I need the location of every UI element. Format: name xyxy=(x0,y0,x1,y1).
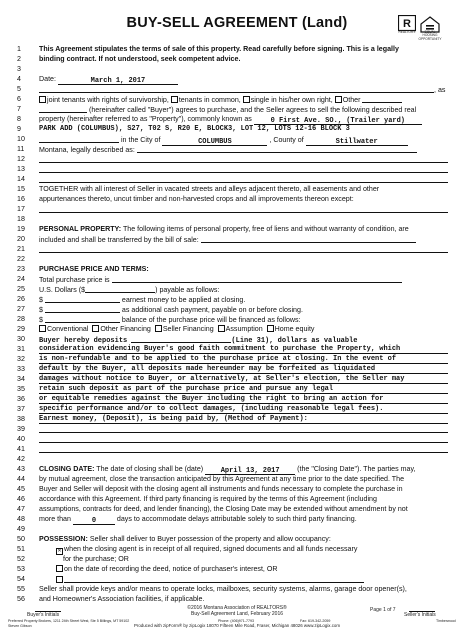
line-51: 51 ✕ when the closing agent is in receipt of all required, signed documents and all funds necessary xyxy=(17,545,358,554)
line-24: 24 Total purchase price is xyxy=(0,274,474,285)
line-52: 52 for the purchase; OR xyxy=(17,555,129,563)
section-heading: CLOSING DATE: xyxy=(39,465,95,473)
document-header xyxy=(0,12,474,41)
conventional-checkbox[interactable] xyxy=(39,325,46,332)
copyright: ©2016 Montana Association of REALTORS® xyxy=(187,605,287,611)
other-tenancy-checkbox[interactable] xyxy=(335,96,342,103)
closing-date-field[interactable]: April 13, 2017 xyxy=(205,466,295,475)
line-30: 30 Buyer hereby deposits (Line 31), dollars as valuable xyxy=(17,335,358,345)
home-equity-checkbox[interactable] xyxy=(267,325,274,332)
line-39: 39 xyxy=(0,424,474,435)
additional-cash-field[interactable] xyxy=(45,304,120,313)
earnest-money-field[interactable] xyxy=(45,294,120,303)
buyer-extra-field[interactable] xyxy=(39,104,87,113)
legal-description-field[interactable] xyxy=(137,144,417,153)
sellers-initials-label: Seller's Initials xyxy=(404,612,436,618)
blank-line[interactable] xyxy=(39,252,448,253)
county-field[interactable]: Stillwater xyxy=(306,137,408,146)
line-54: 54 xyxy=(0,574,474,585)
line-2: 2 binding contract. If not understood, seek competent advice. xyxy=(17,55,241,63)
line-1: 1 This Agreement stipulates the terms of sale of this property. Read carefully before signing. This is a legally xyxy=(17,45,399,53)
line-11: 11 Montana, legally described as: xyxy=(0,144,474,155)
blank-line[interactable] xyxy=(39,162,448,163)
balance-field[interactable] xyxy=(45,314,120,323)
line-5: 5 , as xyxy=(17,85,446,94)
other-financing-checkbox[interactable] xyxy=(92,325,99,332)
line-10: 10 in the City of COLUMBUS , County of Stillwater xyxy=(0,134,474,145)
broker-info: Preferred Property Brokers, 1211 24th Street West, Ste 5 Billings, MT 59102 xyxy=(8,619,130,623)
joint-tenants-checkbox[interactable] xyxy=(39,96,46,103)
line-42: 42 xyxy=(17,455,25,463)
form-name: Buy-Sell Agreement Land, February 2016 xyxy=(191,611,283,617)
line-15: 15 TOGETHER with all interest of Seller in vacated streets and alleys adjacent thereto, all easements and other xyxy=(17,185,380,193)
line-55: 55 Seller shall provide keys and/or means to operate locks, mailboxes, security systems, alarms, garage door opener(s), xyxy=(17,585,407,593)
line-22: 22 xyxy=(17,255,25,263)
line-32: 32 is non-refundable and to be applied to the purchase price at closing. In the event of xyxy=(0,354,474,365)
line-50: 50 POSSESSION: Seller shall deliver to Buyer possession of the property and allow occupancy: xyxy=(17,535,331,543)
tenants-in-common-checkbox[interactable] xyxy=(171,96,178,103)
line-7: 7 (hereinafter called "Buyer") agrees to purchase, and the Seller agrees to sell the following described real xyxy=(17,105,417,114)
document-title: BUY-SELL AGREEMENT (Land) xyxy=(126,15,348,31)
city-prefix-field[interactable] xyxy=(39,134,119,143)
possession-other-field[interactable] xyxy=(64,574,364,583)
line-4: 4 Date: March 1, 2017 xyxy=(0,74,474,85)
section-heading: PURCHASE PRICE AND TERMS: xyxy=(39,265,149,273)
blank-line[interactable] xyxy=(39,212,448,213)
realtor-caption: REALTOR® xyxy=(398,30,416,34)
possession-other-checkbox[interactable] xyxy=(56,576,63,583)
page-number: Page 1 of 7 xyxy=(370,607,396,613)
blank-line[interactable] xyxy=(39,452,448,453)
section-heading: PERSONAL PROPERTY: xyxy=(39,225,122,233)
line-25: 25 U.S. Dollars ($ ) payable as follows: xyxy=(17,285,220,294)
blank-line[interactable] xyxy=(39,172,448,173)
other-tenancy-field[interactable] xyxy=(362,94,402,103)
fax-info: Fax: 619-342-2059 xyxy=(300,619,331,623)
line-38: 38 Earnest money, (Deposit), is being paid by, (Method of Payment): xyxy=(0,414,474,425)
line-19: 19 PERSONAL PROPERTY: The following items of personal property, free of liens and without warranty of condition, are xyxy=(17,225,409,233)
seller-financing-checkbox[interactable] xyxy=(155,325,162,332)
city-field[interactable]: COLUMBUS xyxy=(162,137,267,146)
line-43: 43 CLOSING DATE: The date of closing shall be (date) April 13, 2017 (the "Closing Date"). The parties may, xyxy=(17,465,416,475)
line-18: 18 xyxy=(17,215,25,223)
line-37: 37 specific performance and/or to collect damages, (including reasonable legal fees). xyxy=(0,404,474,415)
usd-amount-field[interactable] xyxy=(85,284,155,293)
produced-with: Produced with zipForm® by zipLogix 18070 Fifteen Mile Road, Fraser, Michigan 48026 www.zipLogix.com xyxy=(133,623,341,628)
blank-line[interactable] xyxy=(39,182,448,183)
line-6: 6 joint tenants with rights of survivorship, tenants in common, single in his/her own right, Other xyxy=(0,94,474,105)
line-45: 45 Buyer and Seller will deposit with the closing agent all instruments and funds necessary to complete the purchase in xyxy=(17,485,403,493)
line-40: 40 xyxy=(0,434,474,445)
eho-caption: EQUAL HOUSING OPPORTUNITY xyxy=(418,30,442,41)
line-16: 16 appurtenances thereto, uncut timber and non-harvested crops and all improvements thereon except: xyxy=(17,195,354,203)
buyers-initials-box[interactable] xyxy=(35,605,61,612)
section-heading: POSSESSION: xyxy=(39,535,88,543)
property-description-field[interactable]: PARK ADD (COLUMBUS), S27, T02 S, R20 E, BLOCK3, LOT 12, LOTS 12-16 BLOCK 3 xyxy=(39,125,350,133)
line-46: 46 accordance with this Agreement. If third party financing is required by the terms of this Agreement (including xyxy=(17,495,377,503)
line-27: 27 $ as additional cash payment, payable on or before closing. xyxy=(17,305,303,314)
line-53: 53 on the date of recording the deed, notice of purchaser's interest, OR xyxy=(17,565,278,573)
possession-closing-checkbox[interactable]: ✕ xyxy=(57,547,62,554)
agent-name: Steven Gibson xyxy=(8,624,32,628)
fax-label: Timberwood xyxy=(436,619,456,623)
buyer-name-field[interactable] xyxy=(39,84,434,93)
buyers-initials-label: Buyer's Initials xyxy=(27,612,60,618)
line-35: 35 retain such deposit as part of the purchase price and pursue any legal xyxy=(0,384,474,395)
line-21: 21 xyxy=(0,244,474,255)
svg-text:R: R xyxy=(403,18,411,30)
line-17: 17 xyxy=(0,204,474,215)
sellers-initials-box[interactable] xyxy=(409,605,435,612)
property-address-field[interactable]: 0 First Ave. SO., (Trailer yard) xyxy=(254,116,422,125)
single-checkbox[interactable] xyxy=(243,96,250,103)
line-13: 13 xyxy=(0,164,474,175)
line-48: 48 more than 0 days to accommodate delays attributable solely to such third party financing. xyxy=(17,515,357,525)
line-9: 9 PARK ADD (COLUMBUS), S27, T02 S, R20 E, BLOCK3, LOT 12, LOTS 12-16 BLOCK 3 xyxy=(0,124,474,135)
line-26: 26 $ earnest money to be applied at closing. xyxy=(17,295,246,304)
date-field[interactable]: March 1, 2017 xyxy=(58,76,178,85)
line-20: 20 included and shall be transferred by the bill of sale: xyxy=(0,234,474,245)
line-29: 29 Conventional Other Financing Seller Financing Assumption Home equity xyxy=(17,325,315,333)
line-34: 34 damages without notice to Buyer, or alternatively, at Seller's election, the Seller may xyxy=(0,374,474,385)
total-price-field[interactable] xyxy=(112,274,402,283)
personal-property-field[interactable] xyxy=(201,234,416,243)
line-33: 33 default by the Buyer, all deposits made hereunder may be forfeited as liquidated xyxy=(0,364,474,375)
blank-line[interactable] xyxy=(39,432,448,433)
line-28: 28 $ balance of the purchase price will be financed as follows: xyxy=(17,315,301,324)
assumption-checkbox[interactable] xyxy=(218,325,225,332)
line-3: 3 xyxy=(17,65,21,73)
line-56: 56 and Homeowner's Association facilities, if applicable. xyxy=(17,595,205,603)
blank-line[interactable] xyxy=(39,442,448,443)
line-23: 23 PURCHASE PRICE AND TERMS: xyxy=(0,264,474,275)
line-14: 14 xyxy=(0,174,474,185)
line-31: 31 consideration evidencing Buyer's good faith commitment to purchase the Property, which xyxy=(0,344,474,355)
line-47: 47 assumptions, contracts for deed, and lender financing), the Closing Date may be extended without amendment by not xyxy=(17,505,408,513)
extension-days-field[interactable]: 0 xyxy=(73,516,115,525)
line-44: 44 by mutual agreement, close the transaction anticipated by this Agreement at any time prior to the date specified. The xyxy=(17,475,405,483)
line-49: 49 xyxy=(17,525,25,533)
possession-recording-checkbox[interactable] xyxy=(56,565,63,572)
line-12: 12 xyxy=(0,154,474,165)
line-8: 8 property (hereinafter referred to as "Property"), commonly known as 0 First Ave. SO., (Trailer yard) xyxy=(0,114,474,125)
line-36: 36 or equitable remedies against the Buyer including the right to bring an action for xyxy=(0,394,474,405)
phone-info: Phone: (406)971-7793 xyxy=(218,619,254,623)
deposit-field[interactable] xyxy=(131,334,231,343)
line-41: 41 xyxy=(0,444,474,455)
